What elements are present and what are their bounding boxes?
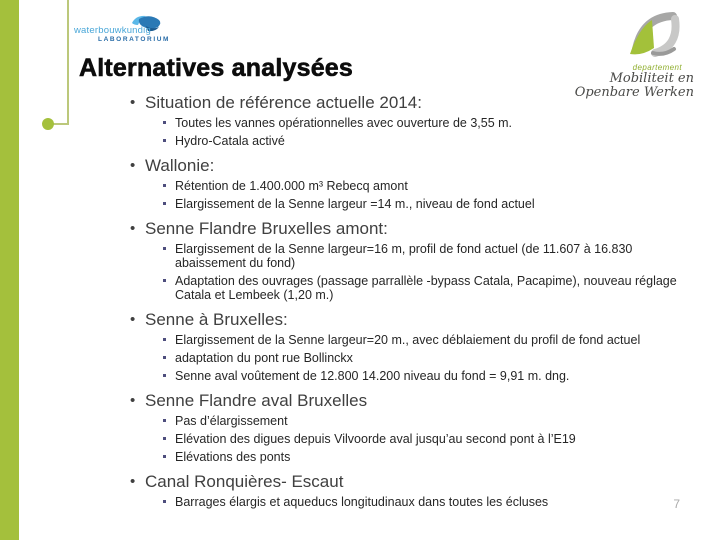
- level1-bullet-marker: •: [130, 311, 136, 328]
- level1-bullet: [130, 92, 677, 113]
- level1-bullet-marker: •: [130, 157, 136, 174]
- level2-bullet-text: Senne aval voûtement de 12.800 14.200 niveau du fond = 9,91 m. dng.: [175, 369, 570, 383]
- connector-dot: [42, 118, 54, 130]
- level2-bullet: [163, 414, 677, 428]
- bullet-section: [130, 92, 677, 148]
- logo-right-name-line1: Mobiliteit en: [609, 71, 694, 86]
- left-accent-bar: [0, 0, 19, 540]
- level1-bullet-marker: •: [130, 392, 136, 409]
- level2-bullet-marker: [163, 495, 175, 509]
- level2-bullet-text: Adaptation des ouvrages (passage parrallèle -bypass Catala, Pacapime), nouveau réglage Catala et Lembeek (1,20 m.): [175, 274, 677, 302]
- level2-bullet-marker: [163, 450, 175, 464]
- level2-bullet: [163, 432, 677, 446]
- level2-bullet-text: Elévations des ponts: [175, 450, 291, 464]
- level2-bullet: [163, 274, 677, 302]
- level2-bullet-text: Elévation des digues depuis Vilvoorde aval jusqu’au second pont à l’E19: [175, 432, 576, 446]
- level2-bullet-text: Rétention de 1.400.000 m³ Rebecq amont: [175, 179, 408, 193]
- level1-bullet-text: Wallonie:: [145, 156, 215, 175]
- level2-bullet: [163, 369, 677, 383]
- level2-bullet-marker: [163, 414, 175, 428]
- mow-vlaanderen-logo: [564, 8, 694, 100]
- logo-left-subname: LABORATORIUM: [98, 36, 171, 43]
- bullet-section: [130, 390, 677, 464]
- vlaanderen-triangle-icon: [626, 8, 680, 58]
- level2-bullet-marker: [163, 116, 175, 130]
- level2-bullet-text: Elargissement de la Senne largeur =14 m., niveau de fond actuel: [175, 197, 535, 211]
- connector-vertical-line: [67, 0, 69, 125]
- bullet-section: [130, 218, 677, 302]
- level1-bullet-text: Senne Flandre aval Bruxelles: [145, 391, 368, 410]
- level2-bullet-text: adaptation du pont rue Bollinckx: [175, 351, 353, 365]
- level2-bullet: [163, 495, 677, 509]
- level2-bullet: [163, 450, 677, 464]
- level2-bullet: [163, 179, 677, 193]
- slide-title: Alternatives analysées: [79, 54, 354, 82]
- level1-bullet: [130, 390, 677, 411]
- level1-bullet-marker: •: [130, 220, 136, 237]
- bullet-section: [130, 155, 677, 211]
- level2-bullet: [163, 242, 677, 270]
- connector-horizontal-line: [53, 123, 69, 125]
- level2-bullet-text: Toutes les vannes opérationnelles avec ouverture de 3,55 m.: [175, 116, 513, 130]
- level2-bullet-text: Pas d’élargissement: [175, 414, 288, 428]
- level2-bullet-text: Elargissement de la Senne largeur=16 m, profil de fond actuel (de 11.607 à 16.830 abaissement du fond): [175, 242, 633, 270]
- level1-bullet-text: Canal Ronquières- Escaut: [145, 472, 344, 491]
- level2-bullet-marker: [163, 197, 175, 211]
- level1-bullet-marker: •: [130, 94, 136, 111]
- bullet-list: [130, 90, 677, 513]
- level2-bullet: [163, 351, 677, 365]
- bullet-section: [130, 471, 677, 509]
- logo-left-name: waterbouwkundig: [74, 25, 151, 36]
- level2-bullet-marker: [163, 242, 175, 270]
- level1-bullet: [130, 218, 677, 239]
- level2-bullet-marker: [163, 369, 175, 383]
- level1-bullet-text: Senne Flandre Bruxelles amont:: [145, 219, 388, 238]
- waterbouwkundig-logo: [74, 15, 184, 47]
- level1-bullet-text: Senne à Bruxelles:: [145, 310, 288, 329]
- level2-bullet: [163, 116, 677, 130]
- level1-bullet-text: Situation de référence actuelle 2014:: [145, 93, 422, 112]
- level2-bullet-marker: [163, 134, 175, 148]
- level2-bullet-text: Barrages élargis et aqueducs longitudinaux dans toutes les écluses: [175, 495, 549, 509]
- level2-bullet-text: Elargissement de la Senne largeur=20 m., avec déblaiement du profil de fond actuel: [175, 333, 641, 347]
- level1-bullet: [130, 471, 677, 492]
- level2-bullet-marker: [163, 333, 175, 347]
- level1-bullet-marker: •: [130, 473, 136, 490]
- level2-bullet: [163, 134, 677, 148]
- level2-bullet: [163, 197, 677, 211]
- level1-bullet: [130, 155, 677, 176]
- level2-bullet-marker: [163, 432, 175, 446]
- logo-right-name-line2: Openbare Werken: [574, 85, 694, 100]
- level2-bullet-text: Hydro-Catala activé: [175, 134, 285, 148]
- level2-bullet-marker: [163, 274, 175, 302]
- level2-bullet-marker: [163, 351, 175, 365]
- level2-bullet-marker: [163, 179, 175, 193]
- bullet-section: [130, 309, 677, 383]
- level1-bullet: [130, 309, 677, 330]
- level2-bullet: [163, 333, 677, 347]
- page-number: 7: [673, 497, 680, 511]
- logo-right-department: departement: [632, 63, 682, 72]
